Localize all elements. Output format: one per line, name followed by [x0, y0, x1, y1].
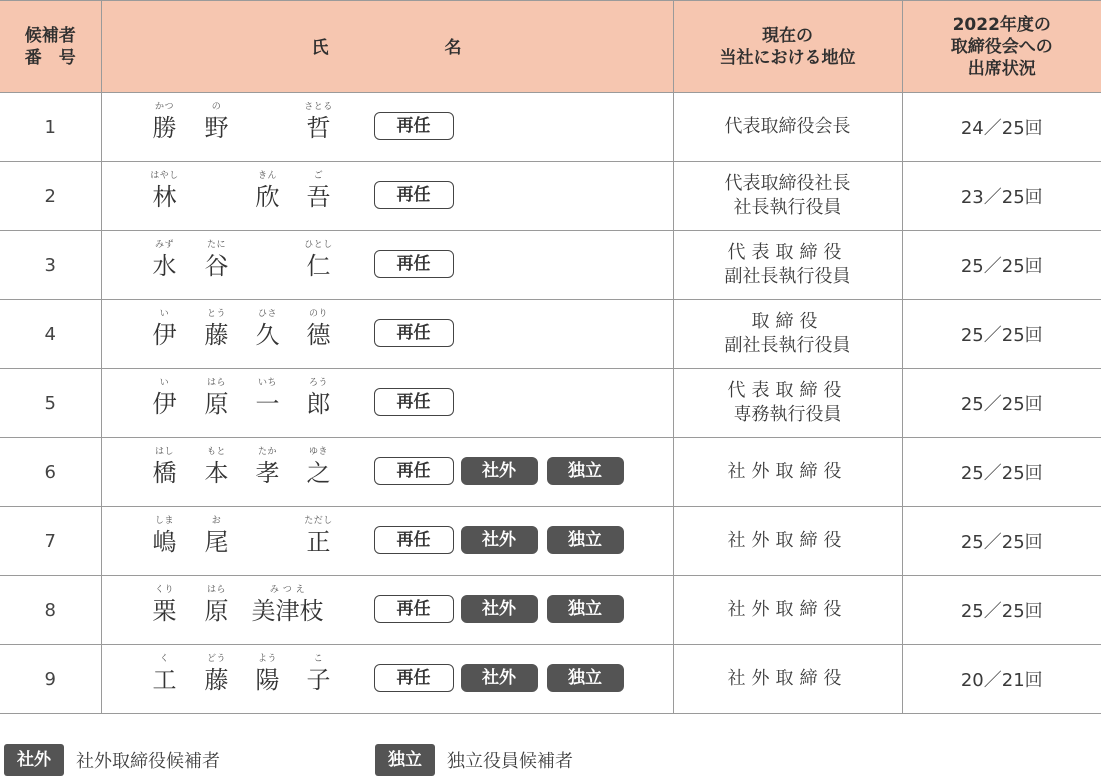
- position-line: 代表取締役社長: [724, 173, 851, 194]
- position-line: 社外取締役: [727, 461, 848, 482]
- candidate-name: [101, 576, 673, 645]
- position-line: 社外取締役: [727, 599, 848, 620]
- name-kanji: 原: [204, 390, 229, 418]
- attendance: 23／25回: [902, 162, 1101, 231]
- candidate-number: 2: [0, 162, 101, 231]
- name-ruby: はら: [206, 585, 226, 595]
- name-char: [145, 584, 185, 626]
- name-char: [145, 239, 185, 281]
- attendance: 25／25回: [902, 507, 1101, 576]
- table-row: [0, 369, 1101, 438]
- position-line: 社長執行役員: [733, 197, 842, 218]
- name-char: [248, 308, 288, 350]
- name-char: [248, 653, 288, 695]
- attendance: 20／21回: [902, 645, 1101, 714]
- name-char: [299, 446, 339, 488]
- name-kanji: 工: [152, 666, 177, 694]
- independent-badge: 独立: [547, 457, 624, 485]
- candidate-name: [101, 507, 673, 576]
- name-ruby: い: [159, 309, 170, 319]
- reappoint-badge: 再任: [374, 664, 454, 692]
- independent-badge: 独立: [547, 664, 624, 692]
- name-char: [248, 446, 288, 488]
- current-position: [673, 507, 902, 576]
- name-char: [197, 653, 237, 695]
- name-char: [299, 377, 339, 419]
- name-ruby: い: [159, 378, 170, 388]
- name-char: [145, 653, 185, 695]
- reappoint-badge: 再任: [374, 526, 454, 554]
- name-kanji: 久: [255, 321, 280, 349]
- current-position: [673, 645, 902, 714]
- name-kanji: 原: [204, 597, 229, 625]
- name-ruby: ご: [313, 171, 324, 181]
- reappoint-badge: 再任: [374, 457, 454, 485]
- name-kanji: 尾: [204, 528, 229, 556]
- position-line: 代表取締役会長: [724, 116, 851, 137]
- position-line: 専務執行役員: [733, 404, 842, 425]
- candidate-number: 8: [0, 576, 101, 645]
- header-attendance: 2022年度の 取締役会への 出席状況: [902, 1, 1101, 93]
- name-char: [299, 308, 339, 350]
- table-row: [0, 162, 1101, 231]
- name-ruby: よう: [257, 654, 277, 664]
- name-kanji: 本: [204, 459, 229, 487]
- name-ruby: ただし: [304, 516, 333, 526]
- candidate-number: 3: [0, 231, 101, 300]
- position-line: 代表取締役: [727, 380, 848, 401]
- candidate-number: 7: [0, 507, 101, 576]
- outside-badge: 社外: [461, 526, 538, 554]
- name-char: [248, 584, 328, 626]
- name-ruby: しま: [154, 516, 174, 526]
- name-char: [145, 170, 185, 212]
- header-name-left: 氏: [311, 38, 329, 58]
- name-kanji: 伊: [152, 321, 177, 349]
- table-row: [0, 645, 1101, 714]
- name-char: [145, 377, 185, 419]
- name-kanji: 子: [306, 666, 331, 694]
- name-char: [197, 239, 237, 281]
- candidate-name: [101, 438, 673, 507]
- name-ruby: とう: [206, 309, 226, 319]
- candidate-number: 1: [0, 93, 101, 162]
- name-char: [145, 515, 185, 557]
- name-ruby: どう: [206, 654, 226, 664]
- name-char: [248, 101, 288, 113]
- name-kanji: 仁: [306, 252, 331, 280]
- name-char: [145, 308, 185, 350]
- outside-badge: 社外: [461, 664, 538, 692]
- current-position: [673, 576, 902, 645]
- independent-badge: 独立: [547, 595, 624, 623]
- name-char: [197, 170, 237, 182]
- name-ruby: たに: [206, 240, 226, 250]
- legend-outside-text: 社外取締役候補者: [76, 751, 220, 772]
- position-line: 社外取締役: [727, 668, 848, 689]
- name-char: [299, 101, 339, 143]
- name-ruby: のり: [308, 309, 328, 319]
- table-row: [0, 231, 1101, 300]
- position-line: 副社長執行役員: [724, 266, 851, 287]
- name-ruby: ひさ: [257, 309, 277, 319]
- name-char: [197, 101, 237, 143]
- name-ruby: み つ え: [269, 585, 306, 595]
- name-kanji: 嶋: [152, 528, 177, 556]
- candidate-number: 6: [0, 438, 101, 507]
- reappoint-badge: 再任: [374, 388, 454, 416]
- name-ruby: はし: [154, 447, 174, 457]
- name-ruby: いち: [257, 378, 277, 388]
- name-kanji: 勝: [152, 114, 177, 142]
- position-line: 代表取締役: [727, 242, 848, 263]
- name-kanji: 吾: [306, 183, 331, 211]
- name-kanji: 欣: [255, 183, 280, 211]
- position-line: 副社長執行役員: [724, 335, 851, 356]
- name-char: [299, 170, 339, 212]
- outside-badge: 社外: [461, 457, 538, 485]
- name-kanji: 栗: [152, 597, 177, 625]
- name-kanji: 之: [306, 459, 331, 487]
- candidate-name: [101, 369, 673, 438]
- candidate-name: [101, 231, 673, 300]
- candidate-name: [101, 162, 673, 231]
- name-kanji: 德: [306, 321, 331, 349]
- header-candidate-number: 候補者 番 号: [0, 1, 101, 93]
- current-position: [673, 369, 902, 438]
- header-name: [101, 1, 673, 93]
- attendance: 25／25回: [902, 300, 1101, 369]
- name-ruby: [248, 515, 288, 527]
- name-kanji: 一: [255, 390, 280, 418]
- legend-independent-badge: 独立: [375, 744, 435, 776]
- candidate-name: [101, 300, 673, 369]
- name-ruby: ろう: [308, 378, 328, 388]
- name-char: [248, 377, 288, 419]
- name-kanji: 伊: [152, 390, 177, 418]
- current-position: [673, 93, 902, 162]
- legend-independent: [375, 744, 573, 776]
- attendance: 25／25回: [902, 576, 1101, 645]
- attendance: 25／25回: [902, 438, 1101, 507]
- name-ruby: みず: [154, 240, 174, 250]
- name-kanji: 郎: [306, 390, 331, 418]
- name-ruby: さとる: [304, 102, 333, 112]
- attendance: 24／25回: [902, 93, 1101, 162]
- name-kanji: 橋: [152, 459, 177, 487]
- table-row: [0, 507, 1101, 576]
- name-kanji: 陽: [255, 666, 280, 694]
- header-position: 現在の 当社における地位: [673, 1, 902, 93]
- name-kanji: 藤: [204, 666, 229, 694]
- name-char: [299, 515, 339, 557]
- name-kanji: 美津枝: [251, 597, 324, 625]
- name-char: [197, 446, 237, 488]
- name-ruby: かつ: [154, 102, 174, 112]
- candidate-name: [101, 645, 673, 714]
- name-ruby: [197, 170, 237, 182]
- name-char: [197, 377, 237, 419]
- name-ruby: く: [159, 654, 170, 664]
- table-row: [0, 300, 1101, 369]
- current-position: [673, 300, 902, 369]
- name-ruby: もと: [206, 447, 226, 457]
- name-ruby: ひとし: [304, 240, 333, 250]
- current-position: [673, 438, 902, 507]
- name-char: [248, 239, 288, 251]
- name-ruby: こ: [313, 654, 324, 664]
- table-row: [0, 438, 1101, 507]
- attendance: 25／25回: [902, 231, 1101, 300]
- name-char: [197, 515, 237, 557]
- name-kanji: 藤: [204, 321, 229, 349]
- name-char: [197, 584, 237, 626]
- name-kanji: 哲: [306, 114, 331, 142]
- current-position: [673, 162, 902, 231]
- name-char: [248, 515, 288, 527]
- name-kanji: 谷: [204, 252, 229, 280]
- reappoint-badge: 再任: [374, 112, 454, 140]
- position-line: 社外取締役: [727, 530, 848, 551]
- name-ruby: はやし: [150, 171, 179, 181]
- name-kanji: 林: [152, 183, 177, 211]
- header-name-right: 名: [444, 38, 462, 58]
- name-char: [197, 308, 237, 350]
- legend-outside-badge: 社外: [4, 744, 64, 776]
- name-char: [299, 653, 339, 695]
- name-ruby: お: [211, 516, 222, 526]
- name-ruby: [248, 101, 288, 113]
- name-char: [248, 170, 288, 212]
- candidate-number: 4: [0, 300, 101, 369]
- table-row: [0, 93, 1101, 162]
- name-kanji: 野: [204, 114, 229, 142]
- name-kanji: 正: [306, 528, 331, 556]
- reappoint-badge: 再任: [374, 250, 454, 278]
- outside-badge: 社外: [461, 595, 538, 623]
- table-row: [0, 576, 1101, 645]
- position-line: 取締役: [751, 311, 824, 332]
- legend-outside: [4, 744, 220, 776]
- independent-badge: 独立: [547, 526, 624, 554]
- name-kanji: 水: [152, 252, 177, 280]
- name-ruby: きん: [257, 171, 277, 181]
- name-ruby: の: [211, 102, 222, 112]
- name-char: [145, 101, 185, 143]
- attendance: 25／25回: [902, 369, 1101, 438]
- header-row: [0, 1, 1101, 93]
- reappoint-badge: 再任: [374, 319, 454, 347]
- candidate-number: 5: [0, 369, 101, 438]
- candidate-number: 9: [0, 645, 101, 714]
- name-char: [145, 446, 185, 488]
- name-ruby: はら: [206, 378, 226, 388]
- reappoint-badge: 再任: [374, 181, 454, 209]
- name-ruby: たか: [257, 447, 277, 457]
- current-position: [673, 231, 902, 300]
- name-ruby: くり: [154, 585, 174, 595]
- name-ruby: [248, 239, 288, 251]
- candidate-name: [101, 93, 673, 162]
- name-char: [299, 239, 339, 281]
- legend-independent-text: 独立役員候補者: [447, 751, 573, 772]
- reappoint-badge: 再任: [374, 595, 454, 623]
- name-ruby: ゆき: [308, 447, 328, 457]
- name-kanji: 孝: [255, 459, 280, 487]
